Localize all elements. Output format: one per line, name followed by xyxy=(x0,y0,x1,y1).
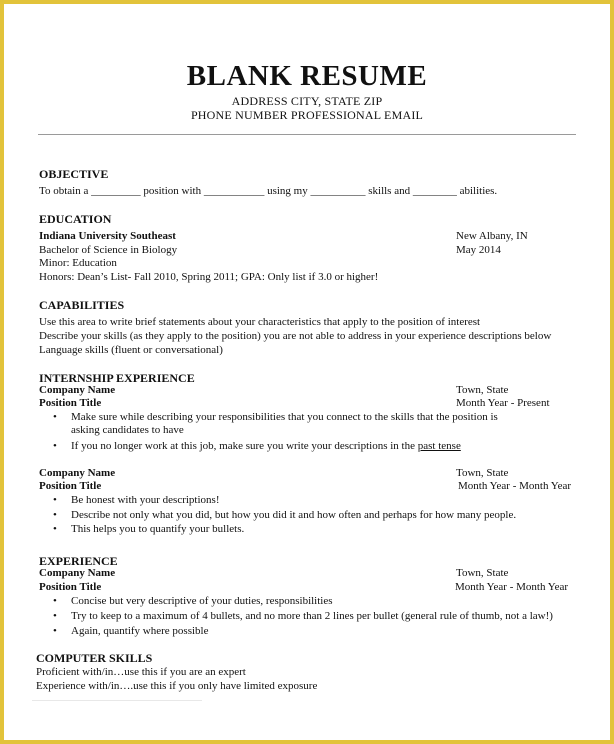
internship-location: Town, State xyxy=(456,467,509,479)
internship-bullet-text: If you no longer work at this job, make sure you write your descriptions in the xyxy=(71,440,418,452)
internship-bullet: This helps you to quantify your bullets. xyxy=(71,523,245,535)
experience-position: Position Title xyxy=(39,581,102,593)
bullet-glyph: • xyxy=(53,440,57,452)
internship-position: Position Title xyxy=(39,480,102,492)
past-tense-link[interactable]: past tense xyxy=(417,440,461,452)
education-school: Indiana University Southeast xyxy=(39,230,176,242)
education-location: New Albany, IN xyxy=(456,230,528,242)
computer-skills-heading: COMPUTER SKILLS xyxy=(36,651,153,665)
experience-bullet: Try to keep to a maximum of 4 bullets, and no more than 2 lines per bullet (general rule of thumb, not a law!) xyxy=(71,610,553,622)
internship-position: Position Title xyxy=(39,397,102,409)
resume-title: BLANK RESUME xyxy=(186,60,428,92)
internship-company: Company Name xyxy=(39,467,116,479)
experience-bullet: Concise but very descriptive of your duties, responsibilities xyxy=(71,595,333,607)
header-divider xyxy=(38,134,576,135)
education-degree: Bachelor of Science in Biology xyxy=(39,244,178,256)
bullet-glyph: • xyxy=(53,494,57,506)
internship-dates: Month Year - Month Year xyxy=(458,480,572,492)
internship-bullet: Describe not only what you did, but how you did it and how often and perhaps for how many people. xyxy=(71,509,517,521)
internship-bullet: Be honest with your descriptions! xyxy=(71,494,220,506)
experience-bullet: Again, quantify where possible xyxy=(71,625,209,637)
objective-heading: OBJECTIVE xyxy=(39,167,109,181)
bullet-glyph: • xyxy=(53,610,57,622)
computer-skills-line: Experience with/in….use this if you only have limited exposure xyxy=(36,680,318,692)
experience-company: Company Name xyxy=(39,567,116,579)
computer-skills-line: Proficient with/in…use this if you are an expert xyxy=(36,666,246,678)
objective-text: To obtain a _________ position with ___________ using my __________ skills and ________ abilities. xyxy=(39,185,498,197)
internship-company: Company Name xyxy=(39,384,116,396)
internship-bullet-continued: asking candidates to have xyxy=(71,424,184,436)
capabilities-heading: CAPABILITIES xyxy=(39,298,125,312)
internship-bullet: Make sure while describing your responsibilities that you connect to the skills that the position is xyxy=(71,411,498,423)
bullet-glyph: • xyxy=(53,523,57,535)
education-date: May 2014 xyxy=(456,244,501,256)
experience-dates: Month Year - Month Year xyxy=(455,581,569,593)
capabilities-line: Describe your skills (as they apply to the position) you are not able to address in your experience descriptions below xyxy=(39,330,552,342)
education-honors: Honors: Dean’s List- Fall 2010, Spring 2011; GPA: Only list if 3.0 or higher! xyxy=(39,271,379,283)
experience-location: Town, State xyxy=(456,567,509,579)
address-line: ADDRESS CITY, STATE ZIP xyxy=(231,94,383,108)
internship-bullet xyxy=(71,440,461,452)
capabilities-line: Language skills (fluent or conversational) xyxy=(39,344,223,356)
contact-line: PHONE NUMBER PROFESSIONAL EMAIL xyxy=(190,108,424,122)
bullet-glyph: • xyxy=(53,625,57,637)
capabilities-line: Use this area to write brief statements about your characteristics that apply to the position of interest xyxy=(39,316,481,328)
bullet-glyph: • xyxy=(53,595,57,607)
experience-heading: EXPERIENCE xyxy=(39,554,118,568)
internship-heading: INTERNSHIP EXPERIENCE xyxy=(39,371,195,385)
internship-dates: Month Year - Present xyxy=(456,397,550,409)
bullet-glyph: • xyxy=(53,509,57,521)
footer-divider xyxy=(32,700,202,701)
bullet-glyph: • xyxy=(53,411,57,423)
education-heading: EDUCATION xyxy=(39,212,112,226)
education-minor: Minor: Education xyxy=(39,257,117,269)
resume-page xyxy=(10,10,604,734)
internship-location: Town, State xyxy=(456,384,509,396)
